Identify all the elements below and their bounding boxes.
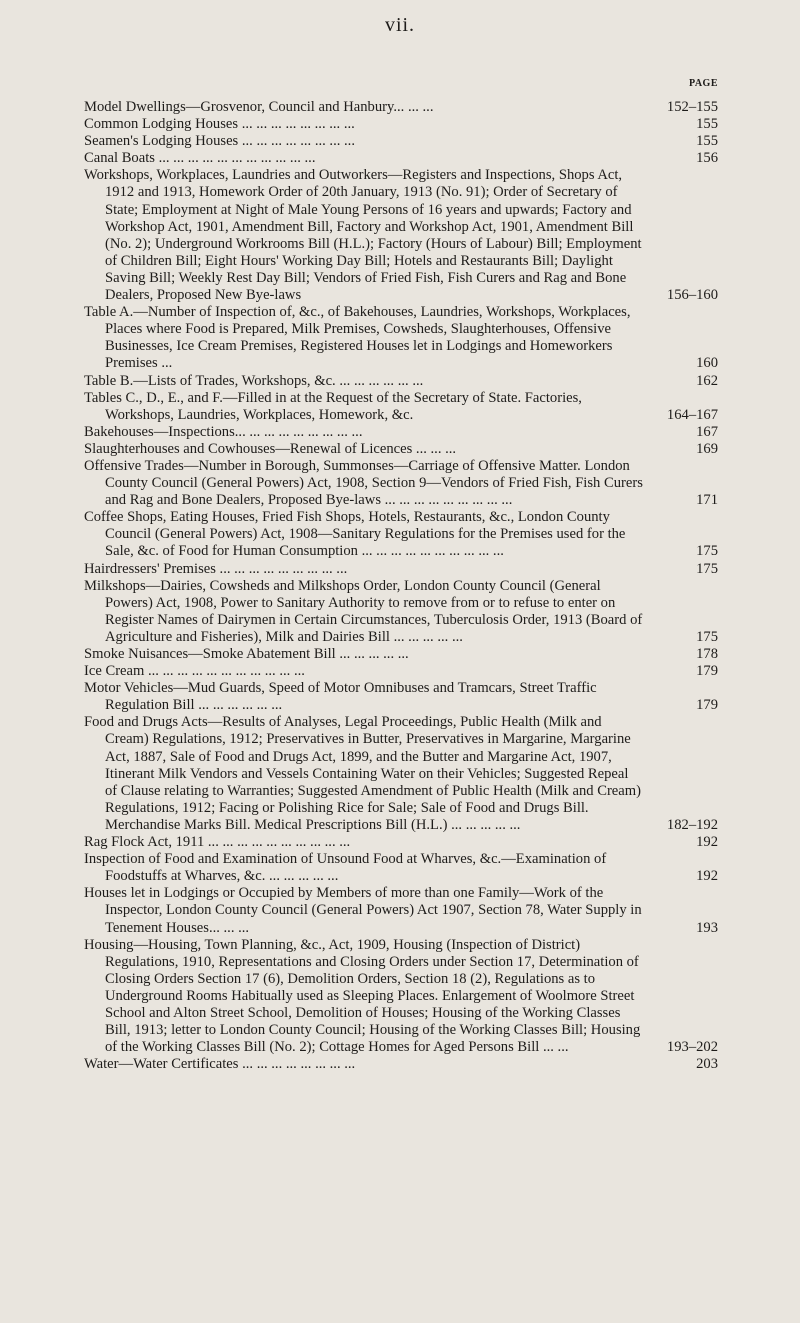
toc-entry (84, 834, 720, 851)
toc-entry-text: Tables C., D., E., and F.—Filled in at the Request of the Secretary of State. Factories, Workshops, Laundries, Workplaces, Homework, &c. (84, 389, 582, 423)
toc-entry (84, 390, 720, 424)
toc-entry-page: 164–167 (666, 406, 718, 423)
toc-entry-page: 192 (696, 868, 718, 885)
toc-entry-page: 192 (696, 834, 718, 851)
toc-entry (84, 458, 720, 509)
toc-entry-page: 203 (696, 1056, 718, 1073)
toc-entry-page: 175 (696, 560, 718, 577)
toc-entry-page: 156–160 (666, 287, 718, 304)
toc-entry-text: Table A.—Number of Inspection of, &c., of Bakehouses, Laundries, Workshops, Workplaces, Places where Food is Prepared, Milk Premises, Cowsheds, Slaughterhouses, Offensive Businesses, Ice Cream Premises, Registered Houses let in Lodgings and Homeworkers Premises ... (84, 304, 631, 372)
toc-entry-text: Slaughterhouses and Cowhouses—Renewal of Licences ... ... ... (84, 440, 457, 457)
toc-entry-text: Ice Cream ... ... ... ... ... ... ... ... ... ... ... (84, 663, 305, 680)
toc-entry (84, 714, 720, 834)
page-column-header: PAGE (688, 78, 718, 89)
toc-entry-page: 178 (696, 646, 718, 662)
toc-entry (84, 133, 720, 150)
toc-entry-text: Housing—Housing, Town Planning, &c., Act, 1909, Housing (Inspection of District) Regulations, 1910, Representations and Closing Orders under Section 17, Determination of Closing Orders Section 17 (6), Demolition Orders, Section 18 (2), Regulations as to Underground Rooms Habitually used as Sleeping Places. Enlargement of Woolmore Street School and Alton Street School, Demolition of Houses; Housing of the Working Classes Bill, 1913; letter to London County Council; Housing of the Working Classes Bill; Housing of the Working Classes Bill (No. 2); Cottage Homes for Aged Persons Bill ... ... (84, 936, 641, 1056)
toc-entry-text: Houses let in Lodgings or Occupied by Members of more than one Family—Work of the Inspector, London County Council (General Powers) Act 1907, Section 78, Water Supply in Tenement Houses... ... ... (84, 885, 642, 936)
page-number: vii. (384, 14, 416, 36)
table-of-contents (84, 99, 720, 1073)
toc-entry-text: Milkshops—Dairies, Cowsheds and Milkshops Order, London County Council (General Powers) Act, 1908, Power to Sanitary Authority to remove from or to refuse to enter on Register Names of Dairymen in Certain Circumstances, Tuberculosis Order, 1913 (Board of Agriculture and Fisheries), Milk and Dairies Bill ... ... ... ... ... (84, 577, 643, 645)
toc-entry-page: 156 (696, 150, 718, 167)
toc-entry (84, 1056, 720, 1073)
toc-entry-text: Workshops, Workplaces, Laundries and Outworkers—Registers and Inspections, Shops Act, 1912 and 1913, Homework Order of 20th January, 1913 (No. 91); Order of Secretary of State; Employment at Night of Male Young Persons of 16 years and upwards; Factory and Workshop Act, 1901, Amendment Bill, Factory and Workshop Act, 1901, Amendment Bill (No. 2); Underground Workrooms Bill (H.L.); Factory (Hours of Labour) Bill; Employment of Children Bill; Eight Hours' Working Day Bill; Hotels and Restaurants Bill; Daylight Saving Bill; Weekly Rest Day Bill; Vendors of Fried Fish, Fish Curers and Rag and Bone Dealers, Proposed New Bye-laws (84, 167, 642, 304)
toc-entry (84, 561, 720, 578)
toc-entry-text: Inspection of Food and Examination of Unsound Food at Wharves, &c.—Examination of Foodstuffs at Wharves, &c. ... ... ... ... ... (84, 851, 607, 885)
toc-entry (84, 509, 720, 560)
toc-entry (84, 441, 720, 458)
toc-entry (84, 885, 720, 936)
toc-entry-text: Canal Boats ... ... ... ... ... ... ... ... ... ... ... (84, 150, 316, 167)
toc-entry-page: 175 (696, 543, 718, 560)
toc-entry (84, 851, 720, 885)
toc-entry (84, 680, 720, 714)
toc-entry-page: 179 (696, 697, 718, 714)
toc-entry-text: Food and Drugs Acts—Results of Analyses, Legal Proceedings, Public Health (Milk and Cream) Regulations, 1912; Preservatives in Butter, Preservatives in Margarine, Margarine Act, 1887, Sale of Food and Drugs Act, 1899, and the Butter and Margarine Act, 1907, Itinerant Milk Vendors and Vessels Containing Water on their Vehicles; Suggested Repeal of Clause relating to Warranties; Suggested Amendment of Public Health (Milk and Cream) Regulations, 1912; Facing or Polishing Rice for Sale; Sale of Food and Drugs Bill. Merchandise Marks Bill. Medical Prescriptions Bill (H.L.) ... ... ... ... ... (84, 714, 641, 833)
toc-entry-text: Motor Vehicles—Mud Guards, Speed of Motor Omnibuses and Tramcars, Street Traffic Regulation Bill ... ... ... ... ... ... (84, 680, 597, 714)
toc-entry-page: 193–202 (666, 1039, 718, 1056)
toc-entry-page: 193 (696, 919, 718, 936)
toc-entry-page: 182–192 (666, 816, 718, 833)
toc-entry (84, 304, 720, 372)
toc-entry (84, 373, 720, 390)
toc-entry-text: Table B.—Lists of Trades, Workshops, &c. ... ... ... ... ... ... (84, 372, 424, 389)
toc-entry-text: Offensive Trades—Number in Borough, Summonses—Carriage of Offensive Matter. London County Council (General Powers) Act, 1908, Section 9—Vendors of Fried Fish, Fish Curers and Rag and Bone Dealers, Proposed Bye-laws ... ... ... ... ... ... ... ... ... (84, 457, 643, 509)
toc-entry-page: 162 (696, 372, 718, 389)
toc-entry (84, 646, 720, 663)
toc-entry-text: Rag Flock Act, 1911 ... ... ... ... ... ... ... ... ... ... (84, 834, 351, 851)
toc-entry-text: Coffee Shops, Eating Houses, Fried Fish Shops, Hotels, Restaurants, &c., London County Council (General Powers) Act, 1908—Sanitary Regulations for the Premises used for the Sale, &c. of Food for Human Consumption ... ... ... ... ... ... ... ... ... ... (84, 509, 626, 560)
toc-entry-text: Smoke Nuisances—Smoke Abatement Bill ... ... ... ... ... (84, 646, 409, 662)
toc-entry-text: Model Dwellings—Grosvenor, Council and Hanbury... ... ... (84, 99, 434, 115)
toc-entry-page: 155 (696, 133, 718, 150)
toc-entry (84, 424, 720, 441)
toc-entry-text: Seamen's Lodging Houses ... ... ... ... ... ... ... ... (84, 133, 355, 150)
toc-entry-text: Bakehouses—Inspections... ... ... ... ... ... ... ... ... (84, 423, 363, 440)
toc-entry-text: Water—Water Certificates ... ... ... ... ... ... ... ... (84, 1056, 356, 1073)
toc-entry-page: 160 (696, 355, 718, 372)
toc-entry (84, 578, 720, 646)
toc-entry (84, 937, 720, 1057)
toc-entry (84, 663, 720, 680)
toc-entry-page: 152–155 (666, 99, 718, 115)
toc-entry-page: 155 (696, 116, 718, 133)
toc-entry (84, 150, 720, 167)
toc-entry-page: 167 (696, 423, 718, 440)
toc-entry-page: 175 (696, 628, 718, 645)
toc-entry-page: 171 (696, 492, 718, 509)
toc-entry-text: Hairdressers' Premises ... ... ... ... ... ... ... ... ... (84, 560, 348, 577)
toc-entry-text: Common Lodging Houses ... ... ... ... ... ... ... ... (84, 116, 355, 133)
toc-entry (84, 116, 720, 133)
toc-entry-page: 169 (696, 440, 718, 457)
toc-entry (84, 99, 720, 116)
toc-entry (84, 167, 720, 304)
toc-entry-page: 179 (696, 663, 718, 680)
